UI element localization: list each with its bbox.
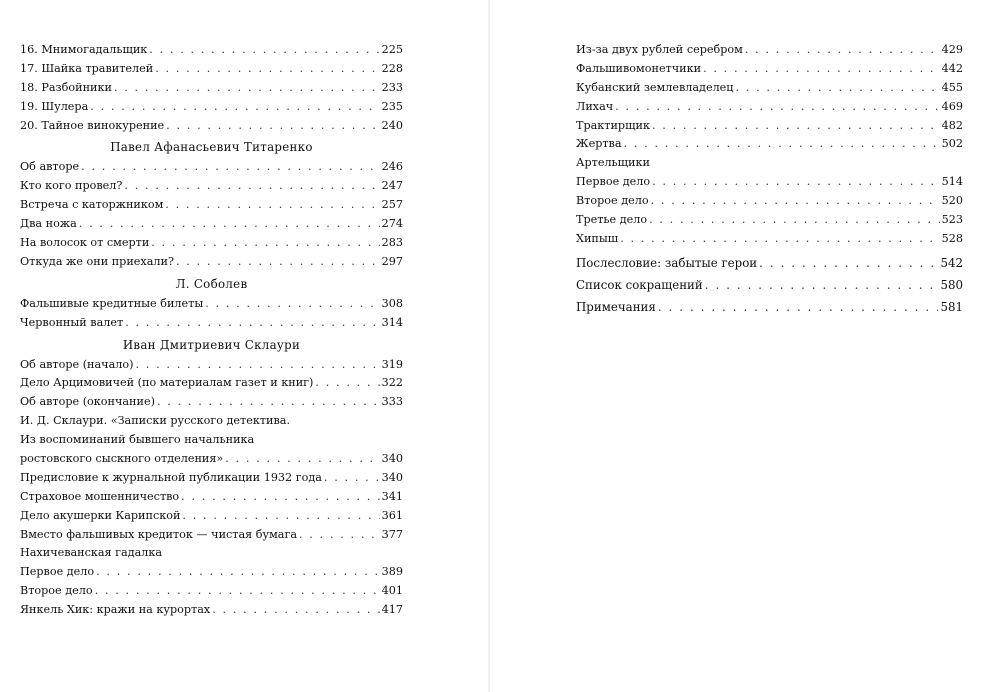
- toc-block: [20, 356, 403, 413]
- entry-title: Об авторе: [20, 160, 80, 174]
- entry-page: 361: [381, 508, 403, 522]
- toc-entry[interactable]: [20, 469, 403, 488]
- entry-title: Хипыш: [576, 231, 619, 245]
- entry-page: 233: [381, 80, 403, 94]
- entry-page: 319: [381, 357, 403, 371]
- toc-entry[interactable]: [576, 253, 963, 275]
- leader-dots: [649, 211, 940, 230]
- entry-title: Список сокращений: [576, 277, 703, 292]
- leader-dots: [166, 117, 379, 136]
- toc-entry[interactable]: [576, 192, 963, 211]
- entry-title: Фальшивомонетчики: [576, 61, 702, 75]
- entry-page: 581: [940, 299, 963, 314]
- leader-dots: [149, 41, 379, 60]
- leader-dots: [155, 60, 379, 79]
- entry-title: Два ножа: [20, 217, 77, 231]
- entry-title: 20. Тайное винокурение: [20, 118, 165, 132]
- entry-page: 283: [381, 236, 403, 250]
- author-heading: Л. Соболев: [175, 276, 248, 291]
- leader-dots: [624, 135, 940, 154]
- toc-entry[interactable]: [576, 230, 963, 249]
- entry-page: 240: [381, 118, 403, 132]
- entry-page: 308: [381, 296, 403, 310]
- entry-title: Янкель Хик: кражи на курортах: [20, 603, 211, 617]
- entry-title: Из-за двух рублей серебром: [576, 43, 743, 56]
- author-heading: Иван Дмитриевич Склаури: [122, 337, 301, 352]
- toc-entry[interactable]: [20, 601, 403, 620]
- toc-entry[interactable]: [576, 79, 963, 98]
- leader-dots: [620, 230, 939, 249]
- entry-page: 377: [381, 527, 403, 541]
- entry-page: 401: [381, 584, 403, 598]
- entry-title: Трактирщик: [576, 118, 650, 132]
- entry-title: Примечания: [576, 299, 656, 314]
- toc-entry[interactable]: [576, 135, 963, 154]
- leader-dots: [182, 507, 379, 526]
- entry-page: 274: [381, 217, 403, 231]
- entry-page: 246: [381, 160, 403, 174]
- leader-dots: [703, 60, 940, 79]
- toc-entry[interactable]: [20, 215, 403, 234]
- toc-entry[interactable]: [20, 356, 403, 375]
- leader-dots: [651, 192, 940, 211]
- leader-dots: [81, 158, 380, 177]
- entry-title: 19. Шулера: [20, 99, 89, 113]
- leader-dots: [705, 275, 939, 296]
- entry-page: 580: [940, 277, 963, 292]
- toc-block: [20, 158, 403, 271]
- leader-dots: [79, 215, 380, 234]
- leader-dots: [225, 450, 379, 469]
- entry-title: Третье дело: [576, 213, 648, 227]
- entry-page: 429: [941, 43, 963, 56]
- leader-dots: [299, 526, 380, 545]
- toc-block: [576, 173, 963, 249]
- entry-page: 235: [381, 99, 403, 113]
- entry-page: 417: [381, 603, 403, 617]
- entry-title: 16. Мнимогадальщик: [20, 43, 148, 56]
- toc-entry[interactable]: [20, 117, 403, 136]
- toc-entry[interactable]: [576, 211, 963, 230]
- toc-entry[interactable]: [576, 98, 963, 117]
- toc-entry[interactable]: [20, 98, 403, 117]
- entry-page: 514: [941, 175, 963, 189]
- toc-entry[interactable]: [20, 79, 403, 98]
- toc-entry[interactable]: [20, 314, 403, 333]
- toc-entry[interactable]: [576, 275, 963, 297]
- leader-dots: [181, 488, 379, 507]
- entry-title: На волосок от смерти: [20, 236, 150, 250]
- leader-dots: [157, 393, 380, 412]
- entry-title: Жертва: [576, 137, 622, 151]
- entry-title: 18. Разбойники: [20, 80, 112, 94]
- toc-left: [20, 41, 403, 620]
- author-heading: Павел Афанасьевич Титаренко: [110, 140, 313, 155]
- toc-entry[interactable]: [20, 295, 403, 314]
- section-subheading: Нахичеванская гадалка: [20, 546, 163, 560]
- leader-dots: [324, 469, 380, 488]
- entry-title: Откуда же они приехали?: [20, 254, 174, 268]
- entry-title: Первое дело: [576, 175, 651, 189]
- toc-entry[interactable]: [576, 117, 963, 136]
- toc-entry[interactable]: [20, 582, 403, 601]
- leader-dots: [176, 253, 380, 272]
- leader-dots: [652, 173, 940, 192]
- toc-block: [576, 41, 963, 154]
- left-page: [0, 0, 488, 692]
- entry-page: 314: [381, 315, 403, 329]
- leader-dots: [165, 196, 379, 215]
- leader-dots: [652, 117, 940, 136]
- entry-title: Послесловие: забытые герои: [576, 255, 758, 270]
- entry-page: 340: [381, 452, 403, 466]
- entry-title: Встреча с каторжником: [20, 198, 164, 212]
- toc-entry-line: И. Д. Склаури. «Записки русского детектива.: [20, 414, 291, 428]
- toc-entry[interactable]: [20, 393, 403, 412]
- leader-dots: [151, 234, 379, 253]
- right-page: [490, 0, 985, 692]
- toc-block: [576, 253, 963, 319]
- toc-entry[interactable]: [20, 158, 403, 177]
- leader-dots: [125, 314, 379, 333]
- toc-entry[interactable]: [576, 173, 963, 192]
- entry-page: 297: [381, 254, 403, 268]
- entry-page: 389: [381, 565, 403, 579]
- entry-page: 257: [381, 198, 403, 212]
- entry-page: 341: [381, 489, 403, 503]
- entry-page: 442: [941, 61, 963, 75]
- entry-page: 247: [381, 179, 403, 193]
- entry-title: 17. Шайка травителей: [20, 61, 154, 75]
- leader-dots: [114, 79, 380, 98]
- toc-entry[interactable]: [20, 60, 403, 79]
- entry-page: 322: [381, 376, 403, 390]
- toc-entry[interactable]: [20, 196, 403, 215]
- leader-dots: [658, 297, 939, 318]
- entry-page: 469: [941, 99, 963, 113]
- toc-entry[interactable]: [20, 253, 403, 272]
- leader-dots: [205, 295, 379, 314]
- entry-title: ростовского сыскного отделения»: [20, 452, 224, 466]
- leader-dots: [135, 356, 379, 375]
- leader-dots: [736, 79, 940, 98]
- entry-title: Об авторе (окончание): [20, 395, 155, 409]
- toc-right: [576, 41, 963, 319]
- entry-title: Второе дело: [576, 194, 649, 208]
- toc-entry[interactable]: [20, 563, 403, 582]
- entry-title: Об авторе (начало): [20, 357, 134, 371]
- toc-block: [20, 295, 403, 333]
- entry-title: Страховое мошенничество: [20, 489, 180, 503]
- entry-page: 482: [941, 118, 963, 132]
- entry-title: Кто кого провел?: [20, 179, 123, 193]
- entry-page: 520: [941, 194, 963, 208]
- leader-dots: [615, 98, 939, 117]
- entry-page: 333: [381, 395, 403, 409]
- entry-page: 502: [941, 137, 963, 151]
- entry-title: Лихач: [576, 99, 614, 113]
- toc-entry[interactable]: [20, 507, 403, 526]
- entry-title: Первое дело: [20, 565, 95, 579]
- toc-entry[interactable]: [20, 234, 403, 253]
- entry-title: Фальшивые кредитные билеты: [20, 296, 204, 310]
- leader-dots: [95, 582, 380, 601]
- toc-entry[interactable]: [576, 297, 963, 319]
- entry-page: 455: [941, 80, 963, 94]
- toc-entry[interactable]: [576, 41, 963, 60]
- entry-title: Второе дело: [20, 584, 93, 598]
- entry-page: 528: [941, 231, 963, 245]
- leader-dots: [96, 563, 380, 582]
- toc-entry[interactable]: [20, 450, 403, 469]
- leader-dots: [745, 41, 940, 60]
- section-subheading: Артельщики: [576, 156, 650, 170]
- toc-entry[interactable]: [20, 526, 403, 545]
- toc-entry[interactable]: [20, 374, 403, 393]
- entry-title: Предисловие к журнальной публикации 1932 года: [20, 470, 322, 484]
- leader-dots: [124, 177, 379, 196]
- toc-entry[interactable]: [20, 41, 403, 60]
- toc-entry[interactable]: [576, 60, 963, 79]
- toc-block: [20, 563, 403, 620]
- entry-page: 542: [940, 255, 963, 270]
- entry-title: Дело Арцимовичей (по материалам газет и книг): [20, 376, 314, 390]
- leader-dots: [212, 601, 379, 620]
- toc-entry[interactable]: [20, 488, 403, 507]
- leader-dots: [315, 374, 379, 393]
- toc-block: [20, 41, 403, 135]
- toc-entry-line: Из воспоминаний бывшего начальника: [20, 433, 255, 447]
- toc-block: [20, 469, 403, 545]
- entry-page: 523: [941, 213, 963, 227]
- entry-page: 225: [381, 43, 403, 56]
- leader-dots: [90, 98, 379, 117]
- entry-title: Вместо фальшивых кредиток — чистая бумага: [20, 527, 297, 541]
- entry-page: 228: [381, 61, 403, 75]
- entry-title: Червонный валет: [20, 315, 124, 329]
- entry-page: 340: [381, 470, 403, 484]
- leader-dots: [759, 253, 938, 274]
- entry-title: Дело акушерки Карипской: [20, 508, 181, 522]
- entry-title: Кубанский землевладелец: [576, 80, 734, 94]
- toc-entry[interactable]: [20, 177, 403, 196]
